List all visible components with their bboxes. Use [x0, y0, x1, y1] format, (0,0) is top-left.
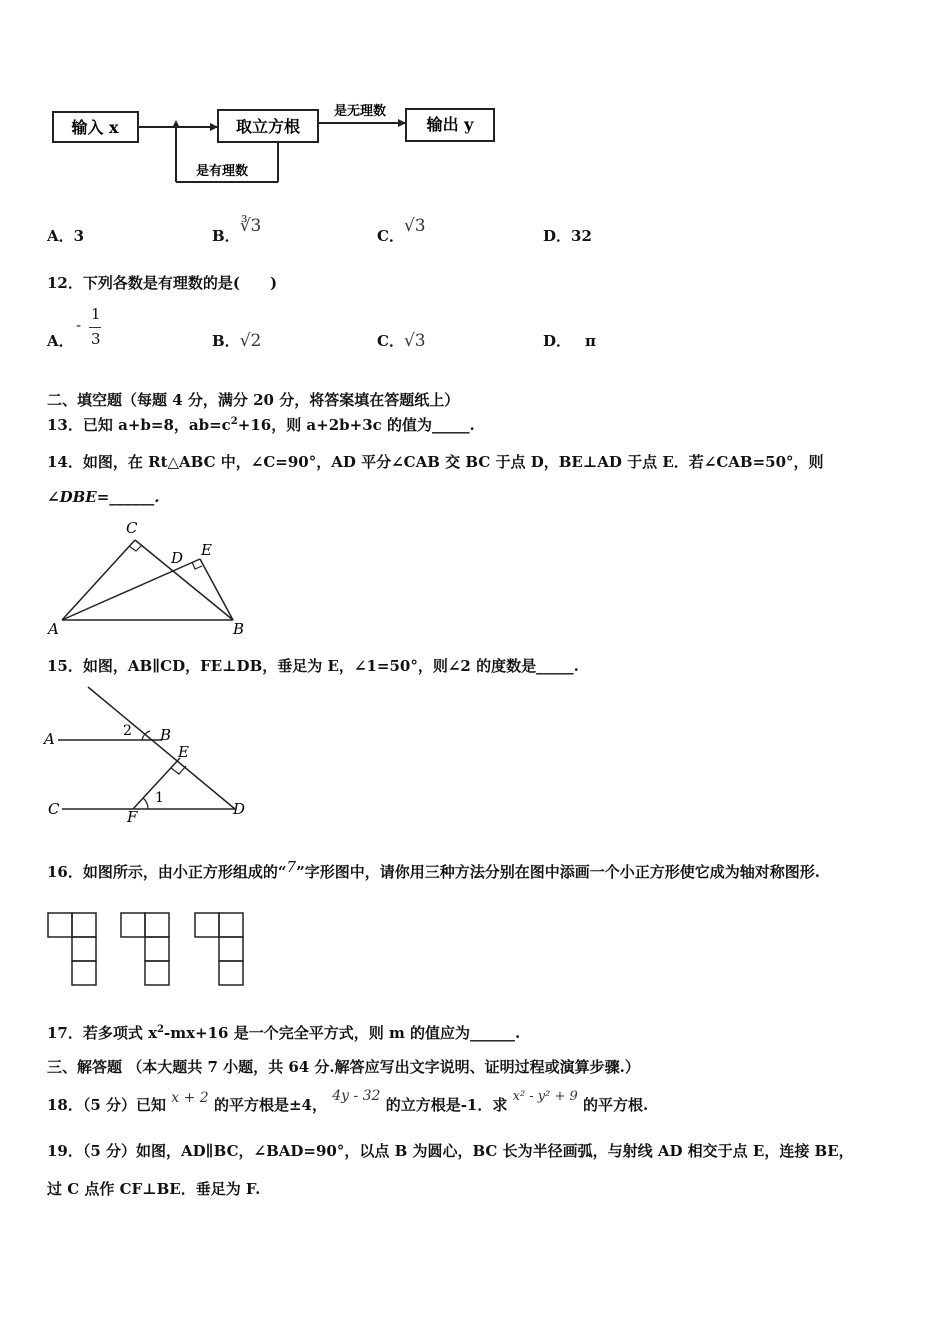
- q16-text: [47, 858, 820, 882]
- q18-expr3: x² - y² + 9: [512, 1089, 578, 1104]
- fig15-parallel-lines: [40, 680, 260, 825]
- fig14-triangle: [40, 518, 260, 640]
- flow-rational-label: 是有理数: [195, 164, 249, 179]
- q12-option-d-prefix: D．: [543, 332, 572, 350]
- q16-text-post: ”字形图中，请你用三种方法分别在图中添画一个小正方形使它成为轴对称图形.: [296, 863, 820, 881]
- q18-text-post: 的平方根.: [583, 1096, 649, 1114]
- q11-option-d: D．32: [543, 227, 592, 245]
- q11-option-c: [377, 216, 426, 246]
- q11-option-c-value: √3: [403, 216, 426, 236]
- fig14-label-b: B: [233, 620, 245, 638]
- q11-option-c-prefix: C．: [377, 227, 404, 245]
- section3-heading: 三、解答题 （本大题共 7 小题，共 64 分.解答应写出文字说明、证明过程或演算步骤.）: [47, 1058, 640, 1076]
- fig15-label-c: C: [48, 800, 60, 818]
- q18-text-mid1: 的平方根是±4，: [213, 1096, 327, 1114]
- q11-option-a: A．3: [47, 227, 85, 245]
- q11-option-b-value: ∛3: [239, 216, 262, 236]
- q12-option-a: [47, 330, 74, 351]
- q12-option-b: [212, 330, 261, 351]
- fig14-label-a: A: [48, 620, 59, 638]
- q17-text-post: -mx+16 是一个完全平方式，则 m 的值应为______.: [164, 1024, 521, 1042]
- fig15-label-a: A: [44, 730, 55, 748]
- fig15-label-f: F: [127, 808, 138, 825]
- fig14-label-c: C: [126, 519, 138, 537]
- q13-text-sup: 2: [230, 416, 238, 427]
- q15-text: 15．如图，AB∥CD，FE⊥DB，垂足为 E，∠1=50°，则∠2 的度数是_____.: [47, 657, 579, 675]
- q11-option-b: [212, 216, 262, 246]
- q12-option-b-value: √2: [239, 331, 262, 351]
- q14-line2: ∠DBE=______.: [47, 488, 160, 506]
- q18-expr2: 4y - 32: [332, 1088, 381, 1104]
- q12-option-b-prefix: B．: [212, 332, 240, 350]
- flow-input-label: 输入 x: [71, 118, 119, 137]
- q12-option-c-prefix: C．: [377, 332, 404, 350]
- q18-expr1: x + 2: [171, 1090, 209, 1106]
- fig15-label-d: D: [233, 800, 246, 818]
- q12-stem: 12．下列各数是有理数的是( ): [47, 274, 278, 292]
- q12-option-a-fraction: [76, 305, 106, 351]
- fig14-label-e: E: [201, 541, 212, 559]
- fig15-label-two: 2: [123, 723, 132, 739]
- fig14-label-d: D: [171, 549, 184, 567]
- fig15-label-b: B: [160, 726, 172, 744]
- fig15-label-one: 1: [155, 790, 164, 806]
- q16-text-pre: 16．如图所示，由小正方形组成的“: [47, 863, 287, 881]
- fig16-shape-2: [121, 913, 169, 985]
- q19-line1: 19．（5 分）如图，AD∥BC，∠BAD=90°，以点 B 为圆心，BC 长为半径画弧，与射线 AD 相交于点 E，连接 BE，: [47, 1142, 854, 1160]
- q16-text-seven: 7: [286, 858, 297, 876]
- fig16-shape-3: [195, 913, 243, 985]
- flowchart-figure: [40, 95, 520, 190]
- q14-line1: 14．如图，在 Rt△ABC 中，∠C=90°，AD 平分∠CAB 交 BC 于点 D，BE⊥AD 于点 E．若∠CAB=50°，则: [47, 453, 824, 471]
- flow-output-label: 输出 y: [426, 115, 474, 134]
- q18-text-pre: 18．（5 分）已知: [47, 1096, 167, 1114]
- q12-option-d-value: π: [585, 332, 596, 350]
- q18-text: [47, 1088, 649, 1115]
- q12-option-a-prefix: A．: [47, 332, 74, 350]
- q12-fraction-denominator: 3: [91, 330, 101, 348]
- q17-text: [47, 1022, 520, 1043]
- q13-text: [47, 414, 475, 435]
- q12-option-c: [377, 330, 426, 351]
- q17-text-pre: 17．若多项式 x: [47, 1024, 158, 1042]
- section2-heading: 二、填空题（每题 4 分，满分 20 分，将答案填在答题纸上）: [47, 391, 460, 409]
- q13-text-post: +16，则 a+2b+3c 的值为_____.: [237, 416, 475, 434]
- q12-option-c-value: √3: [403, 331, 426, 351]
- fig15-label-e: E: [178, 743, 189, 761]
- q12-fraction-sign: -: [76, 316, 82, 334]
- q17-text-sup: 2: [157, 1024, 165, 1035]
- q13-text-pre: 13．已知 a+b=8，ab=c: [47, 416, 231, 434]
- fig16-shape-1: [48, 913, 96, 985]
- q18-text-mid2: 的立方根是-1．求: [385, 1096, 508, 1114]
- q11-option-b-prefix: B．: [212, 227, 240, 245]
- q12-option-d: [543, 330, 596, 351]
- fig16-seven-shapes: [40, 905, 260, 993]
- q12-fraction-bar: [89, 327, 101, 328]
- q19-line2: 过 C 点作 CF⊥BE．垂足为 F.: [47, 1180, 261, 1198]
- flow-irrational-label: 是无理数: [333, 104, 387, 119]
- q12-fraction-numerator: 1: [91, 305, 101, 323]
- flow-process-label: 取立方根: [235, 117, 301, 136]
